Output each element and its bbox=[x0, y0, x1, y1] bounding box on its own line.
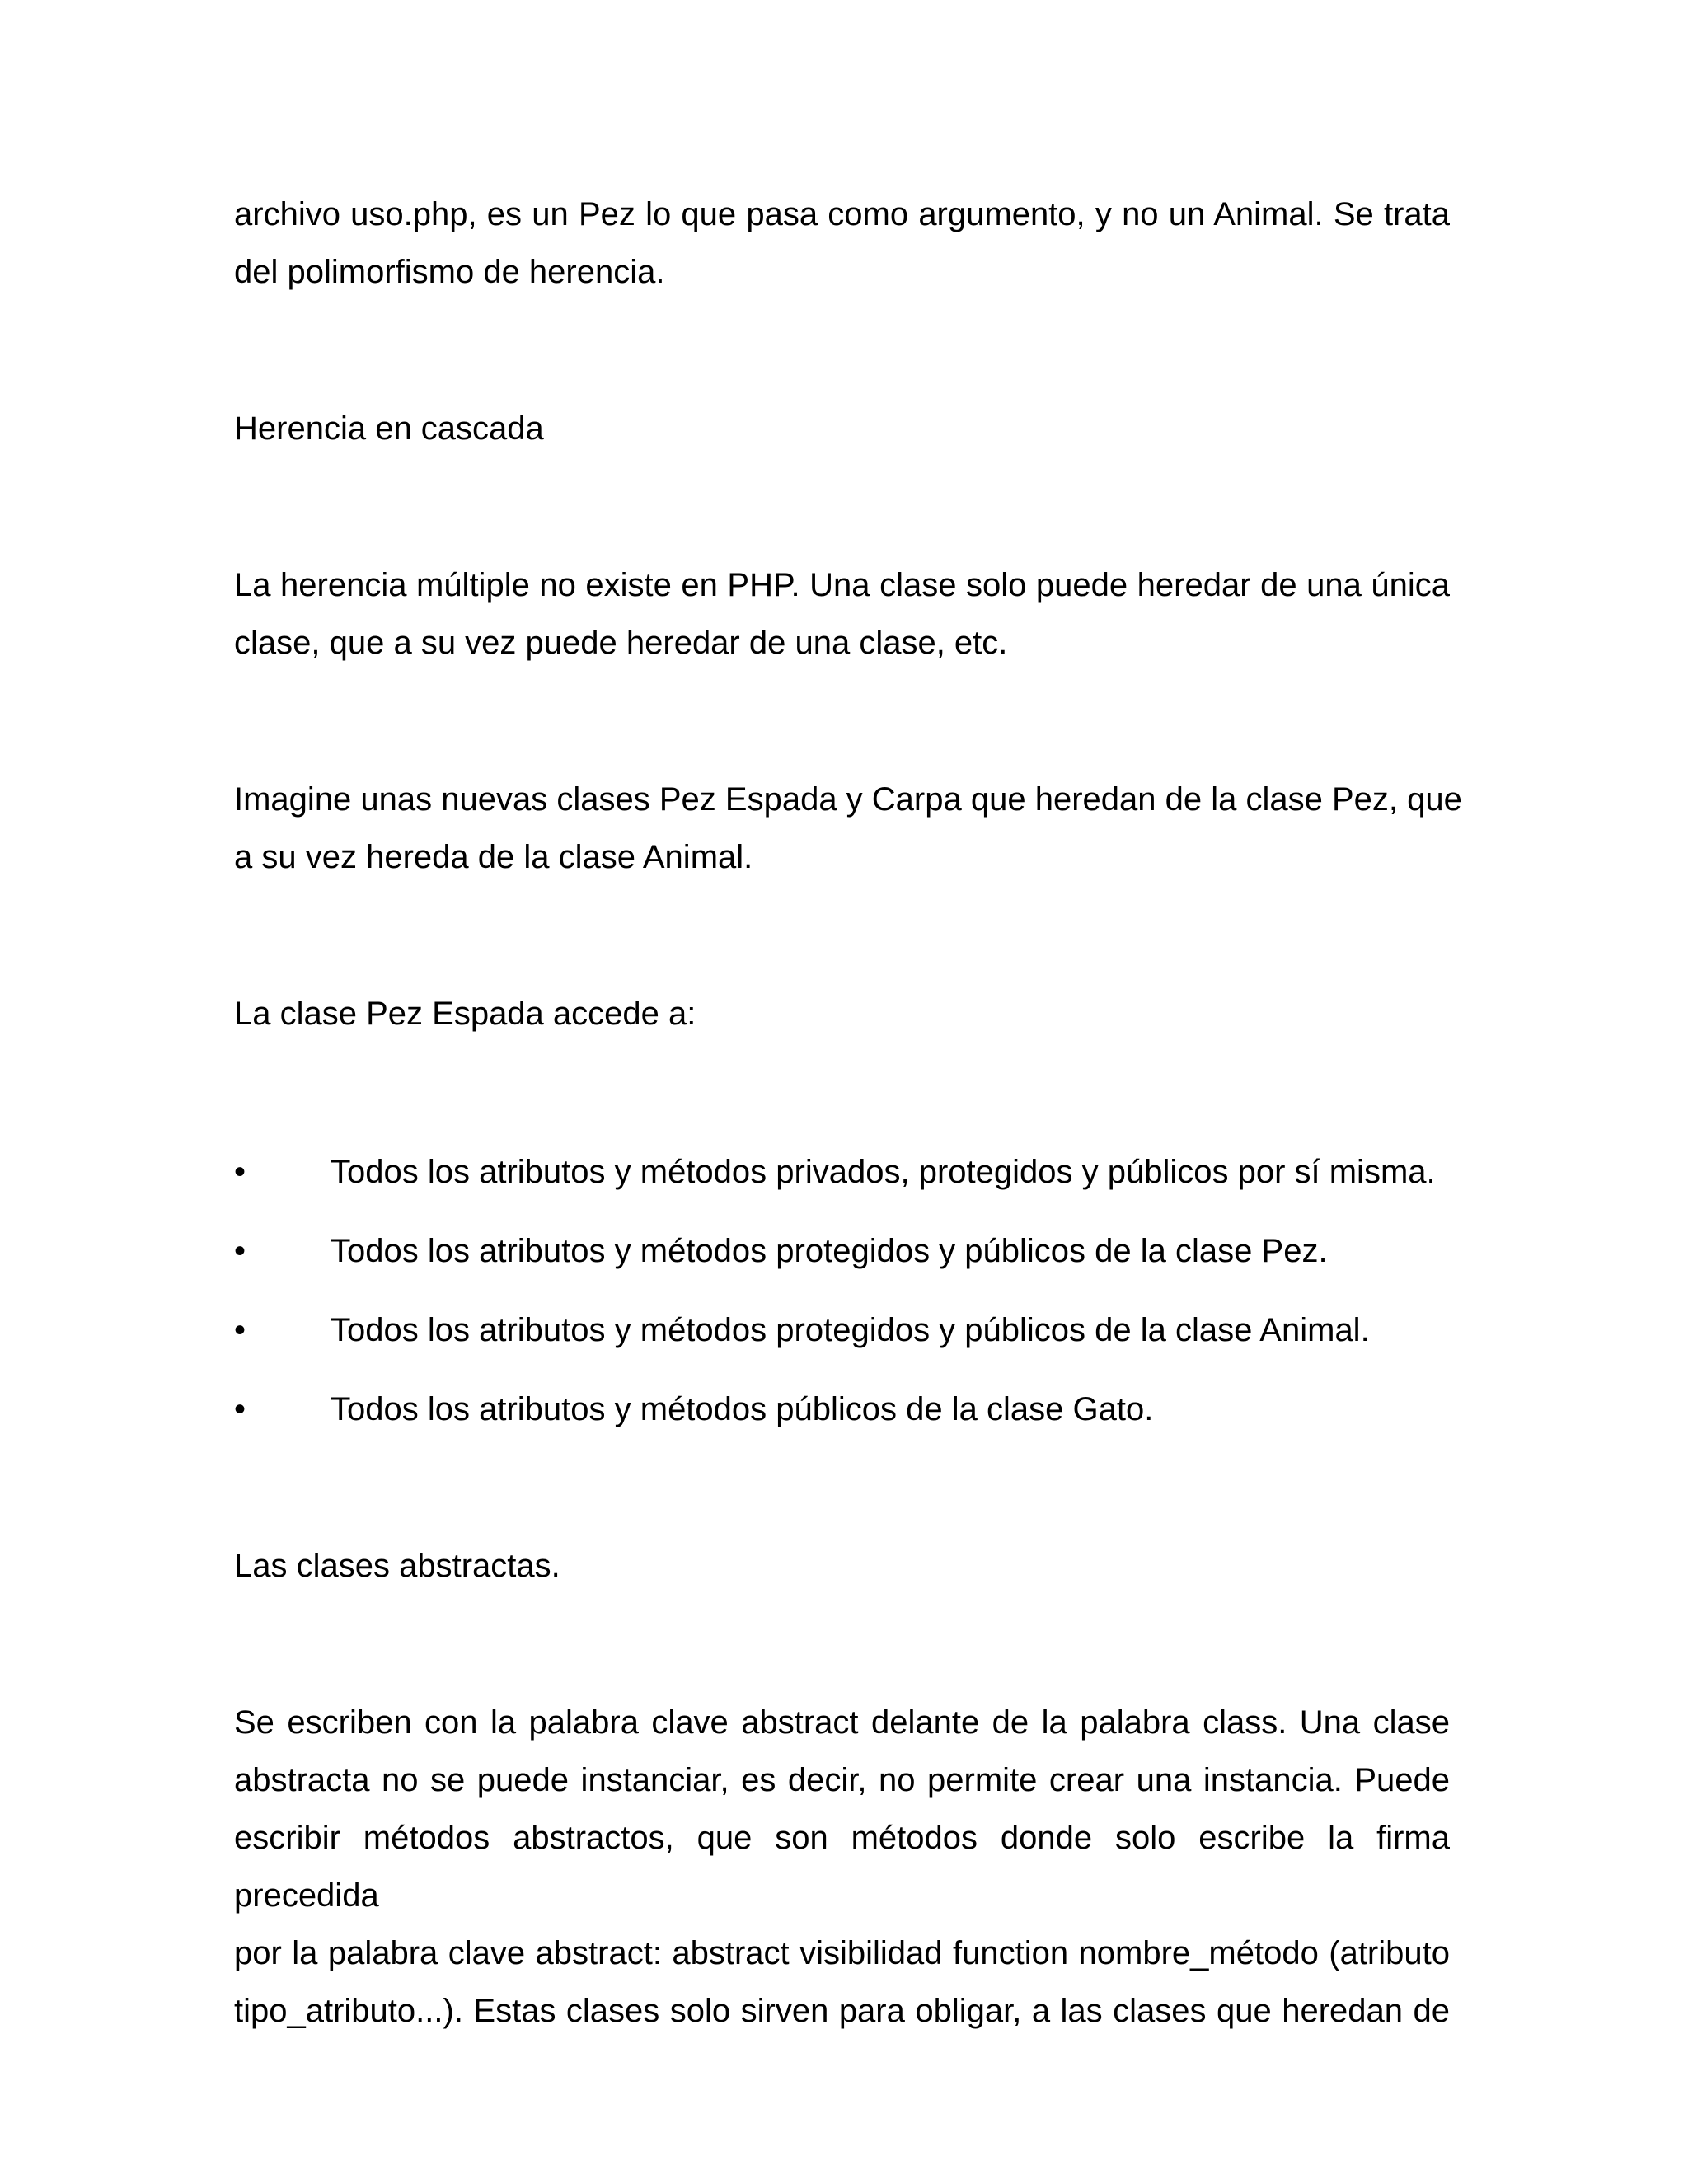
list-item bbox=[234, 1301, 1454, 1359]
list-item bbox=[234, 1380, 1454, 1438]
paragraph-imagine bbox=[234, 771, 1462, 828]
heading-abstract: Las clases abstractas. bbox=[234, 1548, 560, 1584]
bullet-icon: • bbox=[234, 1391, 246, 1427]
paragraph-intro bbox=[234, 185, 1450, 243]
paragraph-intro-line-1: archivo uso.php, es un Pez lo que pasa como argumento, y no un Animal. Se trata bbox=[234, 196, 1450, 232]
paragraph-multiple-line-1: La herencia múltiple no existe en PHP. Una clase solo puede heredar de una única bbox=[234, 567, 1450, 603]
list-item bbox=[234, 1222, 1454, 1280]
paragraph-abstract-line-2: abstracta no se puede instanciar, es decir, no permite crear una instancia. Puede bbox=[234, 1762, 1450, 1798]
paragraph-multiple-end bbox=[234, 614, 1450, 672]
paragraph-abstract-line-3: escribir métodos abstractos, que son métodos donde solo escribe la firma precedida bbox=[234, 1820, 1450, 1914]
bullet-icon: • bbox=[234, 1233, 246, 1269]
list-item-text: Todos los atributos y métodos protegidos y públicos de la clase Pez. bbox=[331, 1233, 1328, 1269]
paragraph-imagine-line-2: a su vez hereda de la clase Animal. bbox=[234, 839, 753, 875]
list-item-text: Todos los atributos y métodos protegidos y públicos de la clase Animal. bbox=[331, 1312, 1370, 1348]
paragraph-intro-end bbox=[234, 243, 1450, 301]
paragraph-abstract-line-4: por la palabra clave abstract: abstract visibilidad function nombre_método (atributo bbox=[234, 1935, 1450, 1971]
paragraph-abstract-line-1: Se escriben con la palabra clave abstract delante de la palabra class. Una clase bbox=[234, 1704, 1450, 1741]
paragraph-multiple bbox=[234, 556, 1450, 614]
bullet-icon: • bbox=[234, 1312, 246, 1348]
paragraph-abstract-line-5: tipo_atributo...). Estas clases solo sirven para obligar, a las clases que heredan de bbox=[234, 1993, 1450, 2029]
paragraph-intro-line-2: del polimorfismo de herencia. bbox=[234, 254, 665, 290]
heading-cascade: Herencia en cascada bbox=[234, 410, 544, 447]
paragraph-multiple-line-2: clase, que a su vez puede heredar de una clase, etc. bbox=[234, 625, 1008, 661]
list-item bbox=[234, 1143, 1454, 1201]
bullet-icon: • bbox=[234, 1154, 246, 1190]
paragraph-imagine-line-1: Imagine unas nuevas clases Pez Espada y Carpa que heredan de la clase Pez, que bbox=[234, 781, 1462, 818]
access-intro: La clase Pez Espada accede a: bbox=[234, 996, 696, 1032]
list-item-text: Todos los atributos y métodos públicos de la clase Gato. bbox=[331, 1391, 1154, 1427]
paragraph-abstract bbox=[234, 1694, 1450, 2040]
paragraph-imagine-end bbox=[234, 828, 1450, 886]
list-item-text: Todos los atributos y métodos privados, protegidos y públicos por sí misma. bbox=[331, 1154, 1436, 1190]
